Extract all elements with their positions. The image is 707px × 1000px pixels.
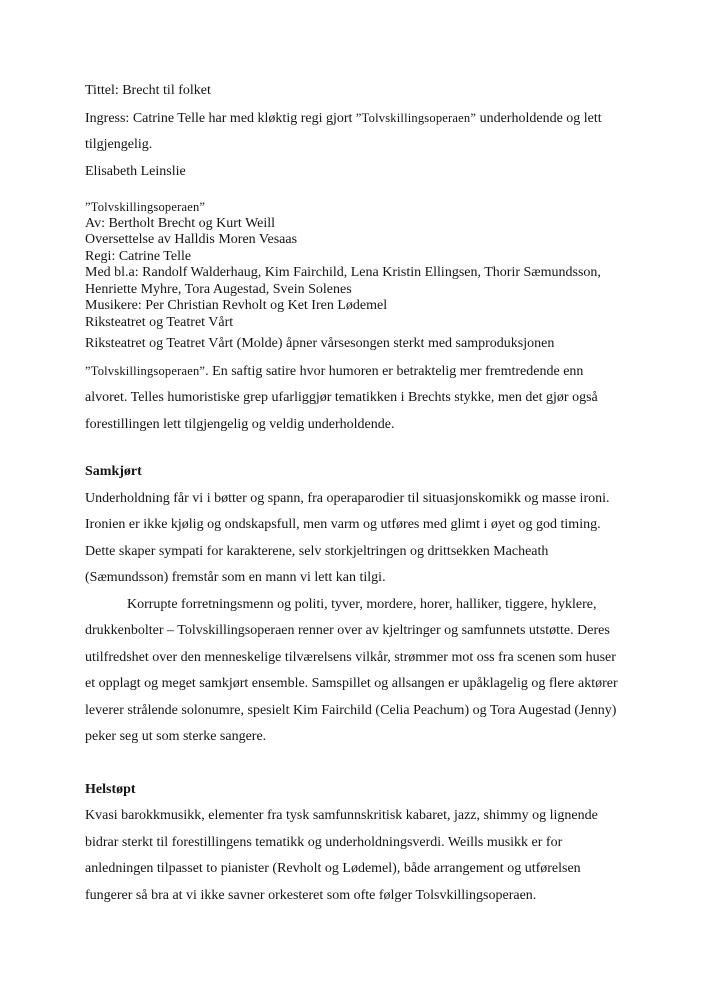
lead-suffix: . En saftig satire hvor humoren er betraktelig mer fremtredende enn alvoret. Telles humoristiske grep ufarliggjør tematikken i Brechts stykke, men det gjør også forestillingen lett tilgjengelig og veldig underholdende.: [85, 363, 598, 432]
ingress-prefix: Ingress: Catrine Telle har med kløktig regi gjort: [85, 110, 356, 126]
section-heading-helstopt: Helstøpt: [85, 781, 136, 797]
samkjort-paragraph-2: Korrupte forretningsmenn og politi, tyver, mordere, horer, halliker, tiggere, hyklere, drukkenbolter – Tolvskillingsoperaen renner over av kjeltringer og samfunnets utstøtte. Deres utilfredshet over den menneskelige tilværelsens vilkår, strømmer mot oss fra scenen som huser et opplagt og meget samkjørt ensemble. Samspillet og allsangen er upåklagelig og flere aktører leverer strålende solonumre, spesielt Kim Fairchild (Celia Peachum) og Tora Augestad (Jenny) peker seg ut som sterke sangere.: [85, 596, 618, 744]
credit-line-translation: Oversettelse av Halldis Moren Vesaas: [85, 232, 298, 247]
document-title-line: Tittel: Brecht til folket: [85, 83, 211, 98]
lead-quoted-title: ”Tolvskillingsoperaen”: [85, 363, 206, 378]
credits-production-title: ”Tolvskillingsoperaen”: [85, 200, 206, 214]
credit-line-cast: Med bl.a: Randolf Walderhaug, Kim Fairchild, Lena Kristin Ellingsen, Thorir Sæmundsson, Henriette Myhre, Tora Augestad, Svein Solenes: [85, 265, 601, 297]
lead-paragraph: [85, 331, 627, 438]
credit-line-theatres: Riksteatret og Teatret Vårt: [85, 314, 234, 330]
byline: Elisabeth Leinslie: [85, 163, 186, 179]
section-heading-samkjort: Samkjørt: [85, 464, 142, 479]
credit-line-director: Regi: Catrine Telle: [85, 248, 192, 264]
credits-block: [85, 199, 627, 331]
helstopt-paragraph-1: Kvasi barokkmusikk, elementer fra tysk samfunnskritisk kabaret, jazz, shimmy og lignende bidrar sterkt til forestillingens tematikk og underholdningsverdi. Weills musikk er for anledningen tilpasset to pianister (Revholt og Lødemel), både arrangement og utførelsen fungerer så bra at vi ikke savner orkesteret som ofte følger Tolsvkillingsoperaen.: [85, 808, 598, 903]
lead-prefix: Riksteatret og Teatret Vårt (Molde) åpner vårsesongen sterkt med samproduksjonen: [85, 336, 555, 351]
ingress-quoted-title: ”Tolvskillingsoperaen”: [355, 110, 477, 125]
ingress-line: [85, 105, 627, 159]
credit-line-authors: Av: Bertholt Brecht og Kurt Weill: [85, 215, 276, 231]
samkjort-paragraph-1: Underholdning får vi i bøtter og spann, fra operaparodier til situasjonskomikk og masse ironi. Ironien er ikke kjølig og ondskapsfull, men varm og utføres med glimt i øyet og god timing. Dette skaper sympati for karakterene, selv storkjeltringen og drittsekken Macheath (Sæmundsson) fremstår som en mann vi lett kan tilgi.: [85, 490, 610, 585]
ingress-suffix: underholdende og lett tilgjengelig.: [85, 110, 602, 152]
credit-line-musicians: Musikere: Per Christian Revholt og Ket Iren Lødemel: [85, 298, 388, 313]
